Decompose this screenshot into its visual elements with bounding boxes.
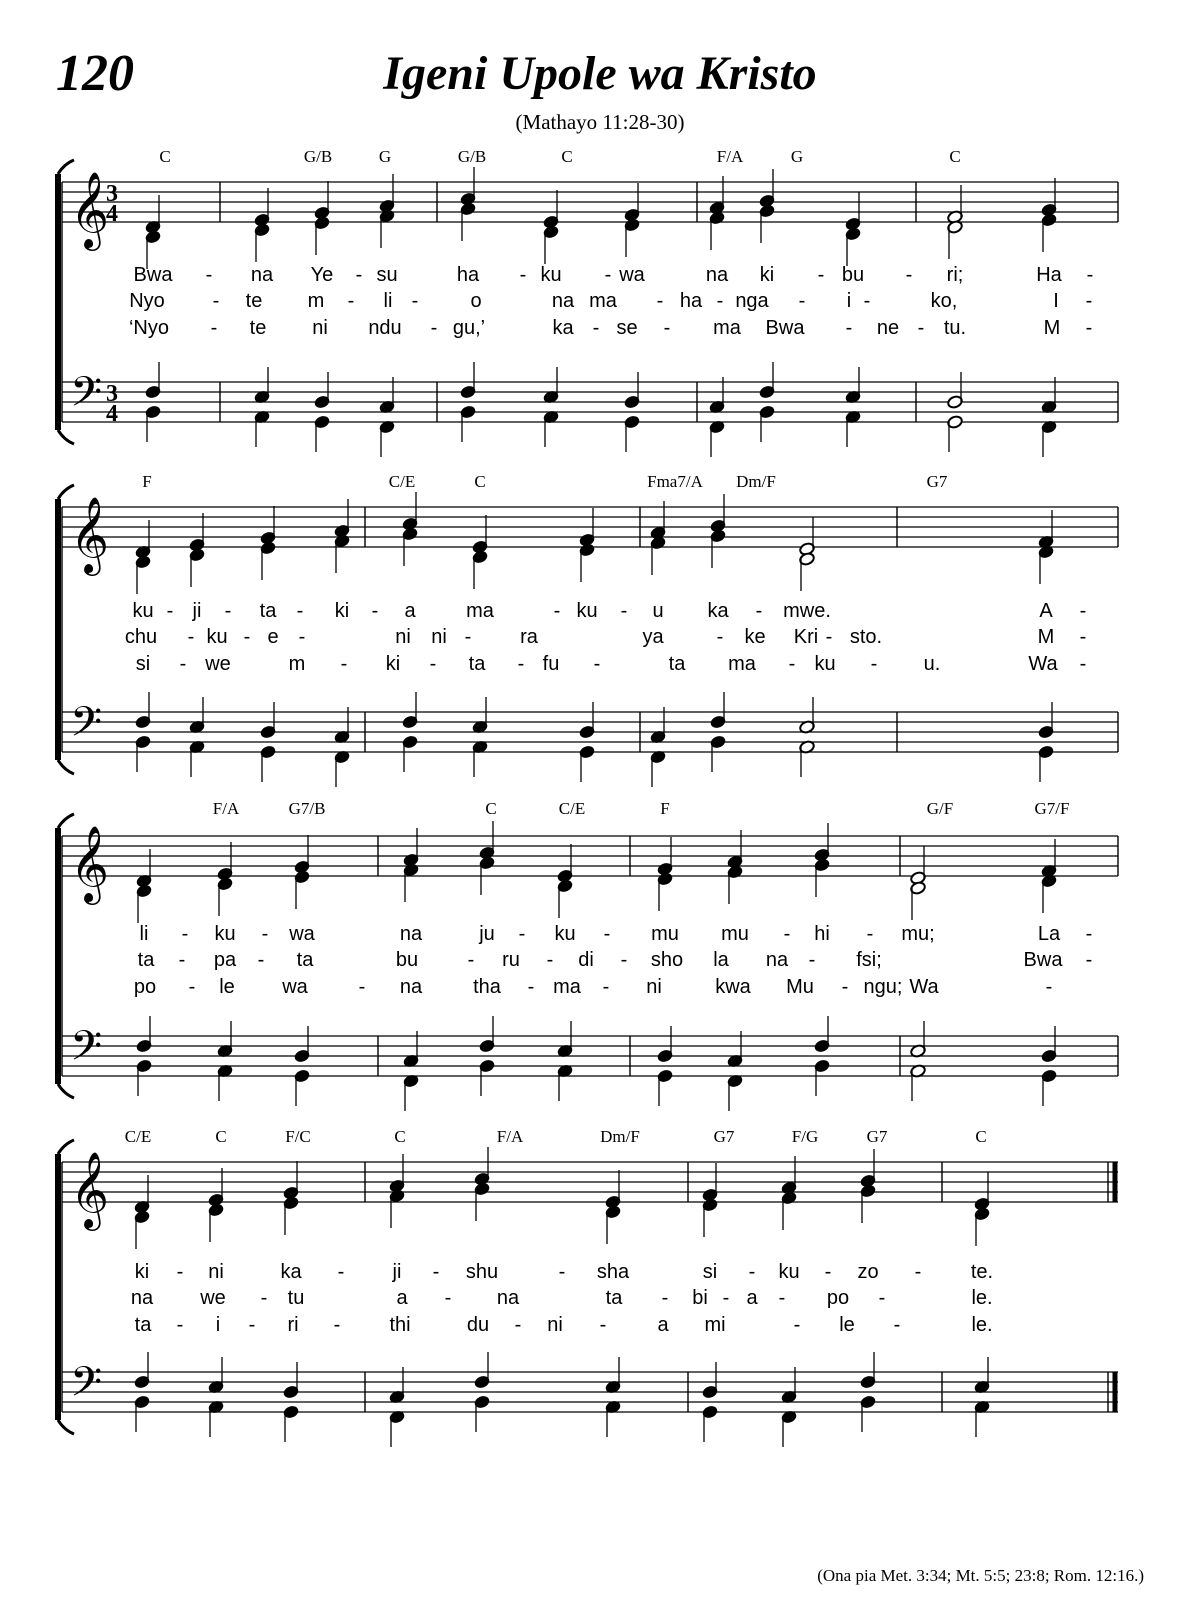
lyric-hyphen: - (444, 1287, 452, 1309)
lyric-hyphen: - (355, 264, 363, 286)
note-chord (217, 842, 234, 1101)
lyric-syllable: na (705, 264, 729, 286)
lyric-syllable: ni (547, 1314, 563, 1336)
lyric-syllable: na (399, 923, 423, 945)
lyric-hyphen: - (722, 1287, 730, 1309)
lyric-syllable: Bwa (765, 317, 805, 339)
lyric-syllable: Ye (310, 264, 334, 286)
chord-symbol: C (949, 147, 961, 166)
lyric-hyphen: - (371, 600, 379, 622)
lyric-hyphen: - (798, 290, 806, 312)
lyric-syllable: na (496, 1287, 520, 1309)
lyric-syllable: te (249, 317, 267, 339)
lyric-syllable: mi (704, 1314, 726, 1336)
lyric-hyphen: - (663, 317, 671, 339)
lyric-syllable: po (133, 976, 157, 998)
lyric-hyphen: - (260, 1287, 268, 1309)
lyric-syllable: ku (214, 923, 236, 945)
lyric-syllable: na (765, 949, 789, 971)
chord-symbol: F/A (716, 147, 744, 166)
lyric-syllable: we (205, 653, 231, 675)
lyric-hyphen: - (411, 290, 419, 312)
lyric-hyphen: - (825, 626, 833, 648)
lyric-hyphen: - (432, 1261, 440, 1283)
lyric-hyphen: - (783, 923, 791, 945)
lyric-syllable: Mu (786, 976, 814, 998)
lyric-syllable: ngu; (863, 976, 903, 998)
lyric-syllable: A (1039, 600, 1053, 622)
lyric-syllable: u. (923, 653, 941, 675)
lyric-syllable: a (746, 1287, 758, 1309)
system-4 (58, 1127, 1118, 1447)
lyric-syllable: ni (312, 317, 328, 339)
lyric-syllable: bu (395, 949, 419, 971)
lyric-syllable: ka (707, 600, 729, 622)
lyric-hyphen: - (788, 653, 796, 675)
lyric-hyphen: - (716, 290, 724, 312)
lyric-hyphen: - (748, 1261, 756, 1283)
lyric-syllable: ta (134, 1314, 152, 1336)
lyric-hyphen: - (464, 626, 472, 648)
lyric-syllable: ma (553, 976, 581, 998)
chord-symbol: C (561, 147, 573, 166)
chord-symbol: C (394, 1127, 406, 1146)
note-chord (860, 1149, 877, 1432)
lyric-syllable: ‘Nyo (128, 317, 170, 339)
lyric-hyphen: - (546, 949, 554, 971)
bass-time-sig-top: 3 (106, 381, 118, 407)
lyric-syllable: Bwa (133, 264, 173, 286)
lyric-syllable: i (215, 1314, 221, 1336)
note-chord (136, 849, 153, 1096)
lyric-syllable: tha (473, 976, 501, 998)
lyric-hyphen: - (1085, 923, 1093, 945)
lyric-syllable: ri (287, 1314, 299, 1336)
chord-symbol: G7 (866, 1127, 888, 1146)
lyric-hyphen: - (179, 653, 187, 675)
treble-time-sig-bottom: 4 (106, 201, 118, 227)
lyric-hyphen: - (592, 317, 600, 339)
chord-symbol: G/F (926, 799, 954, 818)
lyric-hyphen: - (716, 626, 724, 648)
system-2 (58, 472, 1118, 787)
lyric-hyphen: - (878, 1287, 886, 1309)
lyric-hyphen: - (604, 264, 612, 286)
chord-symbol: G (790, 147, 804, 166)
lyric-hyphen: - (187, 626, 195, 648)
chord-symbol: G7 (926, 472, 948, 491)
lyric-syllable: ka (280, 1261, 302, 1283)
bass-clef: 𝄢 (70, 1023, 103, 1079)
lyric-hyphen: - (1085, 949, 1093, 971)
lyric-hyphen: - (778, 1287, 786, 1309)
lyric-hyphen: - (188, 976, 196, 998)
chord-symbol: G/B (303, 147, 333, 166)
lyric-hyphen: - (602, 976, 610, 998)
lyric-syllable: pa (213, 949, 237, 971)
treble-clef: 𝄞 (70, 499, 110, 572)
treble-staff (62, 836, 1118, 876)
lyric-syllable: ma (466, 600, 494, 622)
treble-clef: 𝄞 (70, 828, 110, 901)
chord-symbol: C/E (558, 799, 586, 818)
chord-symbol: G7/B (288, 799, 326, 818)
lyric-syllable: ri; (946, 264, 964, 286)
lyric-syllable: ni (646, 976, 662, 998)
lyric-syllable: ha (456, 264, 480, 286)
lyric-syllable: ya (642, 626, 664, 648)
lyric-syllable: a (657, 1314, 669, 1336)
lyric-hyphen: - (863, 290, 871, 312)
lyric-syllable: bu (841, 264, 865, 286)
note-chord (472, 515, 489, 777)
chord-symbol: C (474, 472, 486, 491)
lyric-syllable: li (383, 290, 393, 312)
lyric-hyphen: - (1085, 317, 1093, 339)
chord-symbol: F/G (791, 1127, 819, 1146)
lyric-syllable: ta (468, 653, 486, 675)
lyric-syllable: ku (206, 626, 228, 648)
chord-symbol: G7 (713, 1127, 735, 1146)
lyric-syllable: m (288, 653, 306, 675)
chord-symbol: G7/F (1034, 799, 1070, 818)
note-chord (479, 821, 496, 1096)
lyric-syllable: ku (132, 600, 154, 622)
lyric-syllable: ko, (930, 290, 958, 312)
chord-symbol: G/B (457, 147, 487, 166)
lyric-hyphen: - (518, 923, 526, 945)
lyric-syllable: na (551, 290, 575, 312)
lyric-syllable: di (578, 949, 594, 971)
lyric-syllable: Wa (909, 976, 939, 998)
lyric-hyphen: - (1085, 290, 1093, 312)
lyric-syllable: nga (735, 290, 769, 312)
lyric-syllable: Nyo (129, 290, 165, 312)
lyric-syllable: du (466, 1314, 490, 1336)
lyric-syllable: ku (814, 653, 836, 675)
note-chord (334, 499, 351, 787)
chord-symbol: F/C (285, 1127, 311, 1146)
lyric-syllable: se (616, 317, 638, 339)
lyric-hyphen: - (210, 317, 218, 339)
lyric-syllable: na (130, 1287, 154, 1309)
lyric-hyphen: - (808, 949, 816, 971)
bass-clef: 𝄢 (70, 699, 103, 755)
lyric-syllable: tu. (943, 317, 967, 339)
lyric-syllable: le (839, 1314, 855, 1336)
note-chord (557, 844, 574, 1101)
lyric-syllable: ne (876, 317, 900, 339)
chord-symbol: C (485, 799, 497, 818)
lyric-syllable: sha (596, 1261, 630, 1283)
lyric-hyphen: - (429, 653, 437, 675)
lyric-hyphen: - (558, 1261, 566, 1283)
chord-symbol: G (378, 147, 392, 166)
lyric-syllable: la (713, 949, 729, 971)
lyric-syllable: sto. (849, 626, 883, 648)
chord-symbol: Dm/F (600, 1127, 640, 1146)
lyric-syllable: a (404, 600, 416, 622)
system-1 (58, 147, 1118, 457)
lyric-syllable: we (200, 1287, 226, 1309)
bass-time-sig-bottom: 4 (106, 401, 118, 427)
lyric-hyphen: - (817, 264, 825, 286)
lyric-hyphen: - (914, 1261, 922, 1283)
lyric-hyphen: - (181, 923, 189, 945)
lyric-hyphen: - (205, 264, 213, 286)
lyric-hyphen: - (340, 653, 348, 675)
lyric-syllable: mu (651, 923, 679, 945)
chord-symbol: C (215, 1127, 227, 1146)
lyric-hyphen: - (905, 264, 913, 286)
note-chord (727, 830, 744, 1111)
lyric-hyphen: - (656, 290, 664, 312)
lyric-syllable: e (267, 626, 279, 648)
lyric-syllable: mwe. (783, 600, 831, 622)
lyric-syllable: zo (857, 1261, 879, 1283)
cross-references: (Ona pia Met. 3:34; Mt. 5:5; 23:8; Rom. 12:16.) (817, 1566, 1144, 1585)
lyric-syllable: mu (721, 923, 749, 945)
hymn-number: 120 (56, 45, 134, 102)
lyric-syllable: ni (431, 626, 447, 648)
lyric-hyphen: - (620, 949, 628, 971)
lyric-syllable: ka (552, 317, 574, 339)
bass-clef: 𝄢 (70, 369, 103, 425)
lyric-syllable: li (139, 923, 149, 945)
lyric-syllable: chu (124, 626, 158, 648)
lyric-hyphen: - (514, 1314, 522, 1336)
lyric-syllable: M (1037, 626, 1055, 648)
lyric-syllable: su (376, 264, 398, 286)
lyric-hyphen: - (1079, 600, 1087, 622)
lyric-syllable: gu,’ (452, 317, 486, 339)
lyric-syllable: ndu (368, 317, 402, 339)
note-chord (910, 846, 927, 1101)
lyric-syllable: te. (970, 1261, 994, 1283)
lyric-syllable: le. (971, 1314, 993, 1336)
lyric-syllable: m (307, 290, 325, 312)
treble-clef: 𝄞 (70, 174, 110, 247)
lyric-syllable: ni (395, 626, 411, 648)
lyric-hyphen: - (755, 600, 763, 622)
lyric-hyphen: - (224, 600, 232, 622)
lyric-syllable: ma (713, 317, 741, 339)
lyric-hyphen: - (430, 317, 438, 339)
lyric-hyphen: - (527, 976, 535, 998)
lyric-hyphen: - (893, 1314, 901, 1336)
lyric-syllable: hi (814, 923, 830, 945)
lyric-hyphen: - (212, 290, 220, 312)
lyric-syllable: ku (576, 600, 598, 622)
lyric-hyphen: - (347, 290, 355, 312)
chord-symbol: C (975, 1127, 987, 1146)
lyric-syllable: te (245, 290, 263, 312)
treble-clef: 𝄞 (70, 1154, 110, 1227)
chord-symbol: C/E (388, 472, 416, 491)
lyric-syllable: fsi; (856, 949, 882, 971)
lyric-syllable: sho (650, 949, 684, 971)
note-chord (379, 174, 396, 457)
chord-symbol: F/A (496, 1127, 524, 1146)
lyric-hyphen: - (176, 1261, 184, 1283)
chord-symbol: C (159, 147, 171, 166)
lyric-syllable: ji (192, 600, 202, 622)
lyric-syllable: thi (389, 1314, 411, 1336)
lyric-syllable: shu (465, 1261, 499, 1283)
lyric-syllable: ki (334, 600, 350, 622)
lyric-syllable: ru (502, 949, 520, 971)
lyric-hyphen: - (620, 600, 628, 622)
lyric-syllable: ju (479, 923, 495, 945)
lyric-syllable: ta (605, 1287, 623, 1309)
lyric-hyphen: - (845, 317, 853, 339)
lyric-syllable: ma (728, 653, 756, 675)
lyric-syllable: ta (296, 949, 314, 971)
lyric-hyphen: - (593, 653, 601, 675)
lyric-syllable: La (1037, 923, 1061, 945)
lyric-hyphen: - (337, 1261, 345, 1283)
lyric-hyphen: - (296, 600, 304, 622)
lyric-hyphen: - (553, 600, 561, 622)
chord-symbol: F (660, 799, 670, 818)
lyric-syllable: ta (259, 600, 277, 622)
lyric-syllable: fu (542, 653, 560, 675)
lyric-syllable: na (399, 976, 423, 998)
lyric-syllable: ji (392, 1261, 402, 1283)
lyric-hyphen: - (176, 1314, 184, 1336)
lyric-syllable: kwa (715, 976, 751, 998)
lyric-syllable: Bwa (1023, 949, 1063, 971)
lyric-syllable: ta (137, 949, 155, 971)
lyric-hyphen: - (178, 949, 186, 971)
lyric-syllable: wa (289, 923, 315, 945)
lyric-hyphen: - (166, 600, 174, 622)
lyric-syllable: ra (520, 626, 538, 648)
lyric-hyphen: - (298, 626, 306, 648)
lyric-syllable: ni (208, 1261, 224, 1283)
lyric-syllable: i (846, 290, 852, 312)
lyric-syllable: tu (287, 1287, 305, 1309)
lyric-syllable: ma (589, 290, 617, 312)
lyric-syllable: ku (554, 923, 576, 945)
lyric-syllable: M (1043, 317, 1061, 339)
lyric-hyphen: - (358, 976, 366, 998)
chord-symbol: F (142, 472, 152, 491)
lyric-hyphen: - (248, 1314, 256, 1336)
lyric-hyphen: - (1079, 653, 1087, 675)
lyric-syllable: ki (134, 1261, 150, 1283)
lyric-hyphen: - (517, 653, 525, 675)
system-3 (58, 799, 1118, 1111)
lyric-hyphen: - (1079, 626, 1087, 648)
lyric-hyphen: - (1086, 264, 1094, 286)
lyric-syllable: ta (668, 653, 686, 675)
note-chord (579, 508, 596, 782)
lyric-syllable: na (250, 264, 274, 286)
lyric-syllable: Ha (1036, 264, 1062, 286)
lyric-hyphen: - (793, 1314, 801, 1336)
bass-clef: 𝄢 (70, 1359, 103, 1415)
lyric-syllable: le (219, 976, 235, 998)
treble-time-sig-top: 3 (106, 181, 118, 207)
lyric-syllable: o (470, 290, 482, 312)
lyric-syllable: Kri (793, 626, 819, 648)
lyric-syllable: bi (692, 1287, 708, 1309)
lyric-hyphen: - (841, 976, 849, 998)
lyric-syllable: ha (679, 290, 703, 312)
lyric-syllable: wa (619, 264, 645, 286)
lyric-syllable: a (396, 1287, 408, 1309)
lyric-hyphen: - (661, 1287, 669, 1309)
lyric-hyphen: - (1045, 976, 1053, 998)
lyric-hyphen: - (603, 923, 611, 945)
lyric-syllable: ke (744, 626, 766, 648)
lyric-hyphen: - (467, 949, 475, 971)
lyric-hyphen: - (866, 923, 874, 945)
note-chord (814, 823, 831, 1096)
lyric-syllable: si (702, 1261, 718, 1283)
lyric-syllable: ki (385, 653, 401, 675)
lyric-hyphen: - (243, 626, 251, 648)
lyric-syllable: si (135, 653, 151, 675)
lyric-syllable: u (652, 600, 664, 622)
chord-symbol: Dm/F (736, 472, 776, 491)
lyric-syllable: ku (778, 1261, 800, 1283)
hymn-title: Igeni Upole wa Kristo (383, 47, 817, 100)
chord-symbol: C/E (124, 1127, 152, 1146)
lyric-hyphen: - (870, 653, 878, 675)
lyric-syllable: I (1053, 290, 1059, 312)
lyric-hyphen: - (599, 1314, 607, 1336)
lyric-hyphen: - (519, 264, 527, 286)
lyric-hyphen: - (333, 1314, 341, 1336)
lyric-syllable: mu; (901, 923, 935, 945)
chord-symbol: Fma7/A (647, 472, 703, 491)
lyric-hyphen: - (917, 317, 925, 339)
lyric-syllable: po (826, 1287, 850, 1309)
lyric-hyphen: - (824, 1261, 832, 1283)
lyric-syllable: ki (759, 264, 775, 286)
lyric-syllable: wa (282, 976, 308, 998)
lyric-syllable: ku (540, 264, 562, 286)
scripture-reference: (Mathayo 11:28-30) (515, 110, 685, 134)
lyric-syllable: le. (971, 1287, 993, 1309)
lyric-syllable: Wa (1028, 653, 1058, 675)
chord-symbol: F/A (212, 799, 240, 818)
lyric-hyphen: - (257, 949, 265, 971)
note-chord (474, 1147, 491, 1432)
lyric-hyphen: - (261, 923, 269, 945)
